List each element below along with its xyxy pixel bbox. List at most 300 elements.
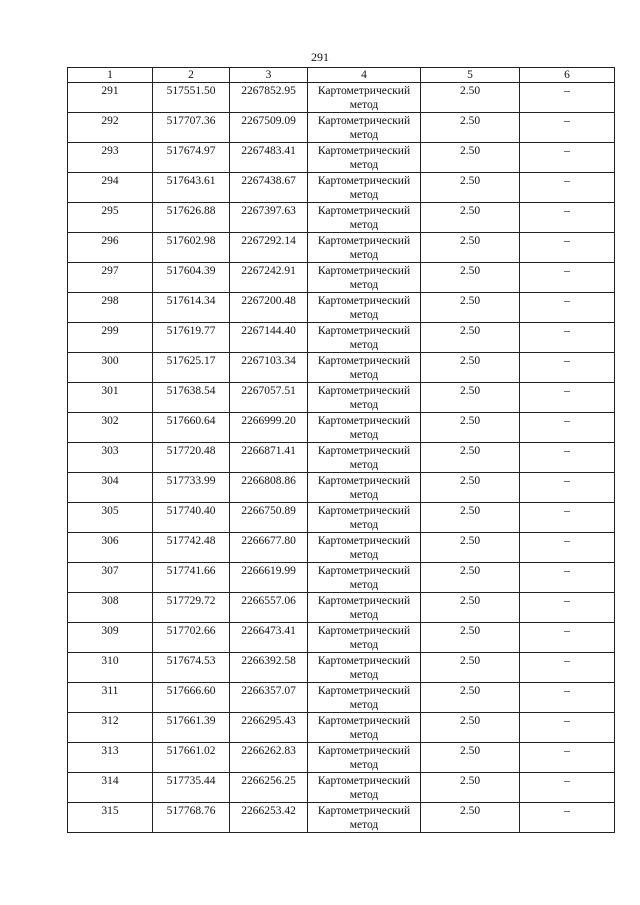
method-cell bbox=[308, 743, 421, 773]
point-number-text: 311 bbox=[101, 685, 119, 697]
accuracy-cell bbox=[421, 683, 520, 713]
note-text: – bbox=[564, 325, 570, 337]
y-coordinate-cell bbox=[230, 503, 308, 533]
method-cell bbox=[308, 773, 421, 803]
y-coordinate-text: 2266750.89 bbox=[241, 505, 296, 517]
x-coordinate-text: 517674.53 bbox=[166, 655, 216, 667]
accuracy-cell bbox=[421, 293, 520, 323]
note-text: – bbox=[564, 745, 570, 757]
accuracy-text: 2.50 bbox=[459, 235, 481, 247]
method-cell bbox=[308, 413, 421, 443]
x-coordinate-cell bbox=[153, 713, 230, 743]
x-coordinate-text: 517735.44 bbox=[166, 775, 216, 787]
x-coordinate-cell bbox=[153, 533, 230, 563]
y-coordinate-text: 2267144.40 bbox=[241, 325, 296, 337]
method-text: Картометрический метод bbox=[317, 745, 411, 771]
method-cell bbox=[308, 803, 421, 833]
note-cell bbox=[520, 293, 615, 323]
point-number-text: 299 bbox=[101, 325, 119, 337]
note-cell bbox=[520, 263, 615, 293]
table-row bbox=[68, 383, 615, 413]
method-text: Картометрический метод bbox=[317, 685, 411, 711]
x-coordinate-cell bbox=[153, 473, 230, 503]
accuracy-text: 2.50 bbox=[459, 475, 481, 487]
y-coordinate-cell bbox=[230, 473, 308, 503]
table-row bbox=[68, 743, 615, 773]
y-coordinate-text: 2267483.41 bbox=[241, 145, 296, 157]
note-text: – bbox=[564, 115, 570, 127]
accuracy-cell bbox=[421, 413, 520, 443]
method-cell bbox=[308, 443, 421, 473]
note-text: – bbox=[564, 505, 570, 517]
point-number-text: 307 bbox=[101, 565, 119, 577]
note-text: – bbox=[564, 715, 570, 727]
y-coordinate-text: 2266871.41 bbox=[241, 445, 296, 457]
accuracy-text: 2.50 bbox=[459, 685, 481, 697]
y-coordinate-text: 2266999.20 bbox=[241, 415, 296, 427]
point-number-text: 292 bbox=[101, 115, 119, 127]
method-text: Картометрический метод bbox=[317, 505, 411, 531]
y-coordinate-cell bbox=[230, 143, 308, 173]
y-coordinate-cell bbox=[230, 653, 308, 683]
x-coordinate-cell bbox=[153, 323, 230, 353]
accuracy-cell bbox=[421, 173, 520, 203]
point-number-text: 304 bbox=[101, 475, 119, 487]
y-coordinate-cell bbox=[230, 233, 308, 263]
column-header: 3 bbox=[230, 68, 308, 83]
table-row bbox=[68, 683, 615, 713]
point-number-text: 294 bbox=[101, 175, 119, 187]
x-coordinate-cell bbox=[153, 353, 230, 383]
note-cell bbox=[520, 593, 615, 623]
y-coordinate-cell bbox=[230, 743, 308, 773]
point-number-cell bbox=[68, 233, 153, 263]
y-coordinate-text: 2267397.63 bbox=[241, 205, 296, 217]
table-row bbox=[68, 323, 615, 353]
note-text: – bbox=[564, 535, 570, 547]
point-number-text: 306 bbox=[101, 535, 119, 547]
point-number-cell bbox=[68, 773, 153, 803]
accuracy-cell bbox=[421, 713, 520, 743]
x-coordinate-cell bbox=[153, 173, 230, 203]
y-coordinate-text: 2266357.07 bbox=[241, 685, 296, 697]
note-text: – bbox=[564, 565, 570, 577]
accuracy-cell bbox=[421, 83, 520, 113]
accuracy-cell bbox=[421, 803, 520, 833]
point-number-text: 295 bbox=[101, 205, 119, 217]
accuracy-cell bbox=[421, 473, 520, 503]
method-text: Картометрический метод bbox=[317, 445, 411, 471]
point-number-cell bbox=[68, 623, 153, 653]
point-number-text: 308 bbox=[101, 595, 119, 607]
y-coordinate-cell bbox=[230, 203, 308, 233]
accuracy-text: 2.50 bbox=[459, 445, 481, 457]
x-coordinate-text: 517604.39 bbox=[166, 265, 216, 277]
table-row bbox=[68, 143, 615, 173]
note-text: – bbox=[564, 385, 570, 397]
y-coordinate-cell bbox=[230, 803, 308, 833]
note-text: – bbox=[564, 805, 570, 817]
accuracy-cell bbox=[421, 773, 520, 803]
method-text: Картометрический метод bbox=[317, 715, 411, 741]
accuracy-text: 2.50 bbox=[459, 805, 481, 817]
method-text: Картометрический метод bbox=[317, 415, 411, 441]
method-text: Картометрический метод bbox=[317, 175, 411, 201]
note-cell bbox=[520, 203, 615, 233]
point-number-cell bbox=[68, 533, 153, 563]
accuracy-cell bbox=[421, 323, 520, 353]
point-number-cell bbox=[68, 593, 153, 623]
note-cell bbox=[520, 173, 615, 203]
point-number-cell bbox=[68, 563, 153, 593]
accuracy-cell bbox=[421, 143, 520, 173]
point-number-text: 291 bbox=[101, 85, 119, 97]
method-text: Картометрический метод bbox=[317, 805, 411, 831]
point-number-text: 305 bbox=[101, 505, 119, 517]
note-cell bbox=[520, 473, 615, 503]
x-coordinate-text: 517619.77 bbox=[166, 325, 216, 337]
note-text: – bbox=[564, 775, 570, 787]
method-text: Картометрический метод bbox=[317, 655, 411, 681]
accuracy-text: 2.50 bbox=[459, 655, 481, 667]
method-text: Картометрический метод bbox=[317, 115, 411, 141]
note-cell bbox=[520, 743, 615, 773]
accuracy-text: 2.50 bbox=[459, 415, 481, 427]
point-number-text: 293 bbox=[101, 145, 119, 157]
accuracy-cell bbox=[421, 263, 520, 293]
x-coordinate-cell bbox=[153, 413, 230, 443]
x-coordinate-text: 517741.66 bbox=[166, 565, 216, 577]
method-text: Картометрический метод bbox=[317, 265, 411, 291]
method-cell bbox=[308, 503, 421, 533]
x-coordinate-cell bbox=[153, 593, 230, 623]
accuracy-text: 2.50 bbox=[459, 325, 481, 337]
table-row bbox=[68, 803, 615, 833]
note-cell bbox=[520, 413, 615, 443]
note-text: – bbox=[564, 445, 570, 457]
note-cell bbox=[520, 623, 615, 653]
table-row bbox=[68, 593, 615, 623]
x-coordinate-text: 517551.50 bbox=[166, 85, 216, 97]
method-cell bbox=[308, 653, 421, 683]
table-row bbox=[68, 503, 615, 533]
x-coordinate-text: 517643.61 bbox=[166, 175, 216, 187]
accuracy-cell bbox=[421, 623, 520, 653]
x-coordinate-cell bbox=[153, 263, 230, 293]
x-coordinate-cell bbox=[153, 803, 230, 833]
note-cell bbox=[520, 653, 615, 683]
accuracy-text: 2.50 bbox=[459, 295, 481, 307]
y-coordinate-cell bbox=[230, 113, 308, 143]
x-coordinate-text: 517661.02 bbox=[166, 745, 216, 757]
method-cell bbox=[308, 383, 421, 413]
accuracy-text: 2.50 bbox=[459, 745, 481, 757]
note-cell bbox=[520, 143, 615, 173]
x-coordinate-cell bbox=[153, 623, 230, 653]
method-text: Картометрический метод bbox=[317, 625, 411, 651]
accuracy-cell bbox=[421, 383, 520, 413]
point-number-text: 313 bbox=[101, 745, 119, 757]
accuracy-text: 2.50 bbox=[459, 625, 481, 637]
x-coordinate-cell bbox=[153, 653, 230, 683]
y-coordinate-text: 2266295.43 bbox=[241, 715, 296, 727]
x-coordinate-text: 517614.34 bbox=[166, 295, 216, 307]
x-coordinate-text: 517661.39 bbox=[166, 715, 216, 727]
point-number-cell bbox=[68, 443, 153, 473]
method-cell bbox=[308, 353, 421, 383]
method-cell bbox=[308, 533, 421, 563]
point-number-text: 315 bbox=[101, 805, 119, 817]
accuracy-cell bbox=[421, 533, 520, 563]
y-coordinate-cell bbox=[230, 533, 308, 563]
y-coordinate-cell bbox=[230, 293, 308, 323]
table-row bbox=[68, 113, 615, 143]
accuracy-text: 2.50 bbox=[459, 145, 481, 157]
x-coordinate-text: 517733.99 bbox=[166, 475, 216, 487]
method-text: Картометрический метод bbox=[317, 145, 411, 171]
note-cell bbox=[520, 563, 615, 593]
note-text: – bbox=[564, 595, 570, 607]
table-row bbox=[68, 473, 615, 503]
note-text: – bbox=[564, 205, 570, 217]
table-row bbox=[68, 653, 615, 683]
table-row bbox=[68, 563, 615, 593]
note-cell bbox=[520, 503, 615, 533]
point-number-cell bbox=[68, 173, 153, 203]
accuracy-text: 2.50 bbox=[459, 355, 481, 367]
x-coordinate-cell bbox=[153, 773, 230, 803]
accuracy-cell bbox=[421, 113, 520, 143]
x-coordinate-text: 517626.88 bbox=[166, 205, 216, 217]
method-text: Картометрический метод bbox=[317, 325, 411, 351]
note-cell bbox=[520, 803, 615, 833]
point-number-cell bbox=[68, 83, 153, 113]
x-coordinate-text: 517720.48 bbox=[166, 445, 216, 457]
point-number-cell bbox=[68, 263, 153, 293]
column-header: 5 bbox=[421, 68, 520, 83]
method-cell bbox=[308, 293, 421, 323]
y-coordinate-text: 2266619.99 bbox=[241, 565, 296, 577]
point-number-cell bbox=[68, 413, 153, 443]
y-coordinate-text: 2267200.48 bbox=[241, 295, 296, 307]
column-header: 2 bbox=[153, 68, 230, 83]
x-coordinate-text: 517666.60 bbox=[166, 685, 216, 697]
accuracy-text: 2.50 bbox=[459, 205, 481, 217]
accuracy-cell bbox=[421, 563, 520, 593]
method-text: Картометрический метод bbox=[317, 595, 411, 621]
method-cell bbox=[308, 203, 421, 233]
y-coordinate-text: 2267103.34 bbox=[241, 355, 296, 367]
accuracy-cell bbox=[421, 233, 520, 263]
x-coordinate-cell bbox=[153, 83, 230, 113]
point-number-cell bbox=[68, 113, 153, 143]
point-number-cell bbox=[68, 323, 153, 353]
x-coordinate-cell bbox=[153, 443, 230, 473]
method-text: Картометрический метод bbox=[317, 205, 411, 231]
x-coordinate-text: 517638.54 bbox=[166, 385, 216, 397]
note-text: – bbox=[564, 295, 570, 307]
x-coordinate-cell bbox=[153, 203, 230, 233]
y-coordinate-cell bbox=[230, 323, 308, 353]
note-cell bbox=[520, 83, 615, 113]
note-text: – bbox=[564, 85, 570, 97]
note-cell bbox=[520, 323, 615, 353]
method-cell bbox=[308, 473, 421, 503]
method-cell bbox=[308, 323, 421, 353]
note-cell bbox=[520, 533, 615, 563]
note-text: – bbox=[564, 415, 570, 427]
table-row bbox=[68, 713, 615, 743]
y-coordinate-cell bbox=[230, 683, 308, 713]
y-coordinate-cell bbox=[230, 263, 308, 293]
table-row bbox=[68, 623, 615, 653]
note-text: – bbox=[564, 625, 570, 637]
note-cell bbox=[520, 233, 615, 263]
method-text: Картометрический метод bbox=[317, 385, 411, 411]
accuracy-cell bbox=[421, 593, 520, 623]
method-cell bbox=[308, 683, 421, 713]
point-number-cell bbox=[68, 683, 153, 713]
y-coordinate-text: 2266262.83 bbox=[241, 745, 296, 757]
point-number-cell bbox=[68, 713, 153, 743]
point-number-text: 296 bbox=[101, 235, 119, 247]
accuracy-cell bbox=[421, 203, 520, 233]
x-coordinate-text: 517768.76 bbox=[166, 805, 216, 817]
y-coordinate-text: 2267292.14 bbox=[241, 235, 296, 247]
y-coordinate-text: 2266557.06 bbox=[241, 595, 296, 607]
point-number-cell bbox=[68, 473, 153, 503]
y-coordinate-text: 2266808.86 bbox=[241, 475, 296, 487]
point-number-text: 301 bbox=[101, 385, 119, 397]
method-cell bbox=[308, 593, 421, 623]
point-number-text: 310 bbox=[101, 655, 119, 667]
accuracy-cell bbox=[421, 743, 520, 773]
y-coordinate-text: 2267438.67 bbox=[241, 175, 296, 187]
x-coordinate-text: 517625.17 bbox=[166, 355, 216, 367]
point-number-text: 309 bbox=[101, 625, 119, 637]
x-coordinate-text: 517729.72 bbox=[166, 595, 216, 607]
x-coordinate-cell bbox=[153, 383, 230, 413]
method-text: Картометрический метод bbox=[317, 355, 411, 381]
method-text: Картометрический метод bbox=[317, 775, 411, 801]
method-cell bbox=[308, 83, 421, 113]
x-coordinate-text: 517674.97 bbox=[166, 145, 216, 157]
method-text: Картометрический метод bbox=[317, 235, 411, 261]
method-cell bbox=[308, 623, 421, 653]
y-coordinate-text: 2267852.95 bbox=[241, 85, 296, 97]
note-text: – bbox=[564, 355, 570, 367]
note-cell bbox=[520, 113, 615, 143]
x-coordinate-text: 517742.48 bbox=[166, 535, 216, 547]
accuracy-cell bbox=[421, 353, 520, 383]
coordinates-table bbox=[67, 67, 615, 833]
accuracy-text: 2.50 bbox=[459, 565, 481, 577]
accuracy-cell bbox=[421, 503, 520, 533]
point-number-text: 312 bbox=[101, 715, 119, 727]
method-cell bbox=[308, 143, 421, 173]
accuracy-cell bbox=[421, 653, 520, 683]
note-cell bbox=[520, 443, 615, 473]
note-cell bbox=[520, 713, 615, 743]
point-number-text: 314 bbox=[101, 775, 119, 787]
point-number-cell bbox=[68, 353, 153, 383]
x-coordinate-cell bbox=[153, 563, 230, 593]
point-number-text: 298 bbox=[101, 295, 119, 307]
point-number-cell bbox=[68, 743, 153, 773]
note-cell bbox=[520, 683, 615, 713]
x-coordinate-text: 517602.98 bbox=[166, 235, 216, 247]
note-text: – bbox=[564, 475, 570, 487]
note-cell bbox=[520, 353, 615, 383]
y-coordinate-cell bbox=[230, 773, 308, 803]
accuracy-text: 2.50 bbox=[459, 85, 481, 97]
x-coordinate-cell bbox=[153, 233, 230, 263]
accuracy-text: 2.50 bbox=[459, 505, 481, 517]
page-number: 291 bbox=[311, 50, 329, 64]
y-coordinate-cell bbox=[230, 443, 308, 473]
method-text: Картометрический метод bbox=[317, 535, 411, 561]
table-row bbox=[68, 443, 615, 473]
method-cell bbox=[308, 173, 421, 203]
x-coordinate-cell bbox=[153, 113, 230, 143]
y-coordinate-cell bbox=[230, 563, 308, 593]
point-number-cell bbox=[68, 383, 153, 413]
faint-bleed-through-text bbox=[72, 848, 202, 878]
accuracy-text: 2.50 bbox=[459, 595, 481, 607]
note-text: – bbox=[564, 235, 570, 247]
y-coordinate-cell bbox=[230, 713, 308, 743]
y-coordinate-text: 2266256.25 bbox=[241, 775, 296, 787]
accuracy-text: 2.50 bbox=[459, 715, 481, 727]
table-body bbox=[68, 68, 615, 833]
method-text: Картометрический метод bbox=[317, 565, 411, 591]
x-coordinate-text: 517707.36 bbox=[166, 115, 216, 127]
x-coordinate-cell bbox=[153, 293, 230, 323]
point-number-text: 302 bbox=[101, 415, 119, 427]
note-cell bbox=[520, 383, 615, 413]
point-number-cell bbox=[68, 293, 153, 323]
accuracy-text: 2.50 bbox=[459, 535, 481, 547]
accuracy-text: 2.50 bbox=[459, 265, 481, 277]
table-row bbox=[68, 233, 615, 263]
point-number-text: 303 bbox=[101, 445, 119, 457]
method-cell bbox=[308, 563, 421, 593]
y-coordinate-text: 2266392.58 bbox=[241, 655, 296, 667]
note-text: – bbox=[564, 145, 570, 157]
y-coordinate-text: 2267509.09 bbox=[241, 115, 296, 127]
table-row bbox=[68, 293, 615, 323]
x-coordinate-cell bbox=[153, 683, 230, 713]
point-number-cell bbox=[68, 503, 153, 533]
column-header: 6 bbox=[520, 68, 615, 83]
accuracy-text: 2.50 bbox=[459, 175, 481, 187]
y-coordinate-cell bbox=[230, 383, 308, 413]
method-cell bbox=[308, 113, 421, 143]
x-coordinate-text: 517660.64 bbox=[166, 415, 216, 427]
y-coordinate-text: 2267057.51 bbox=[241, 385, 296, 397]
y-coordinate-cell bbox=[230, 593, 308, 623]
table-row bbox=[68, 773, 615, 803]
point-number-cell bbox=[68, 803, 153, 833]
accuracy-text: 2.50 bbox=[459, 115, 481, 127]
point-number-text: 297 bbox=[101, 265, 119, 277]
point-number-cell bbox=[68, 143, 153, 173]
y-coordinate-text: 2266473.41 bbox=[241, 625, 296, 637]
y-coordinate-cell bbox=[230, 173, 308, 203]
method-cell bbox=[308, 263, 421, 293]
point-number-cell bbox=[68, 203, 153, 233]
note-text: – bbox=[564, 265, 570, 277]
